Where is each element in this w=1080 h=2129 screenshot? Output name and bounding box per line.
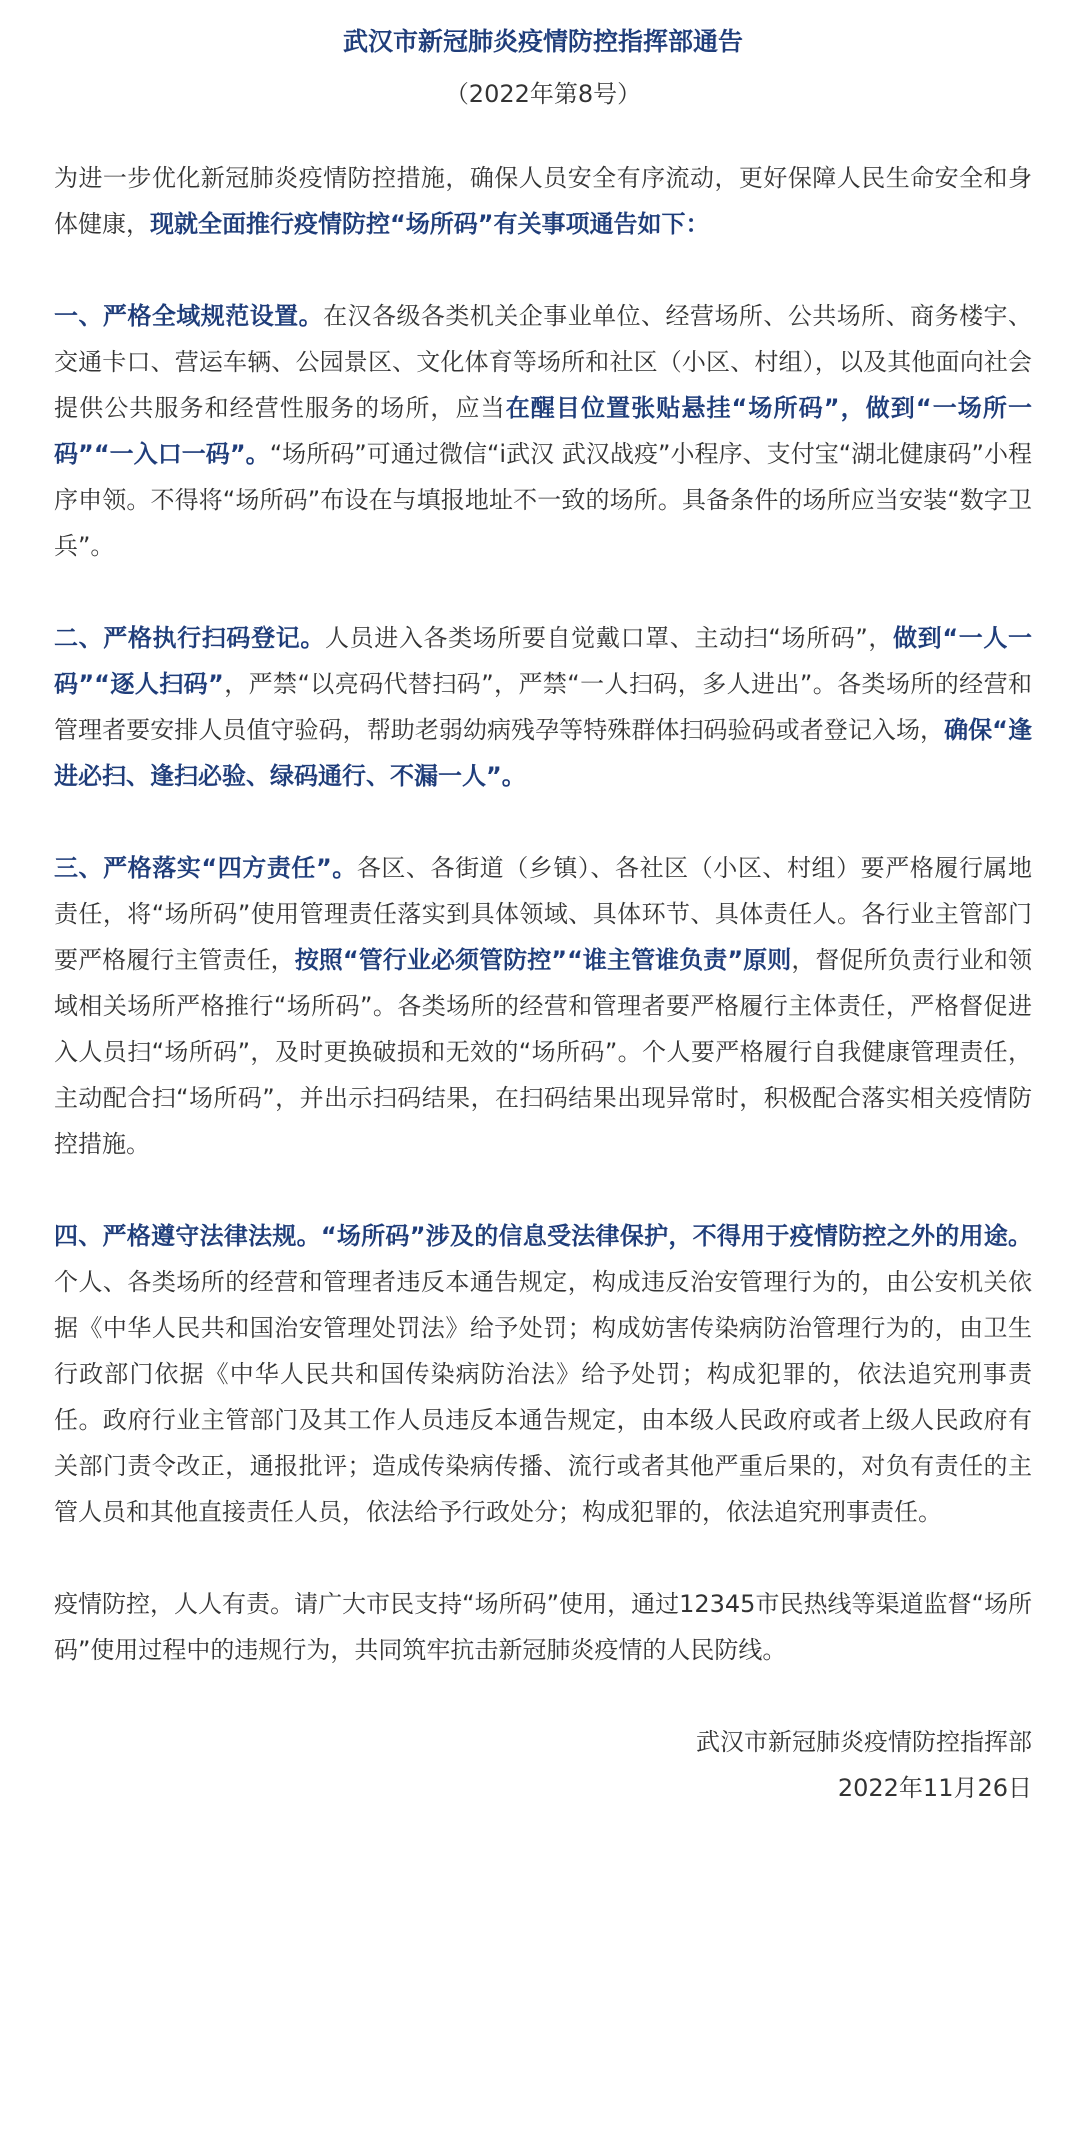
emphasis-text: 在醒目位置张贴悬挂“场所码”，做到“一场所一码”“一入口一码”。 <box>54 394 1032 468</box>
signature-date: 2022年11月26日 <box>837 1774 1032 1802</box>
section-4-paragraph <box>54 1213 1032 1535</box>
body-text: 为进一步优化新冠肺炎疫情防控措施，确保人员安全有序流动，更好保障人民生命安全和身体健康， <box>54 164 1032 238</box>
body-text: 个人、各类场所的经营和管理者违反本通告规定，构成违反治安管理行为的，由公安机关依据《中华人民共和国治安管理处罚法》给予处罚；构成妨害传染病防治管理行为的，由卫生行政部门依据《中华人民共和国传染病防治法》给予处罚；构成犯罪的，依法追究刑事责任。政府行业主管部门及其工作人员违反本通告规定，由本级人民政府或者上级人民政府有关部门责令改正，通报批评；造成传染病传播、流行或者其他严重后果的，对负有责任的主管人员和其他直接责任人员，依法给予行政处分；构成犯罪的，依法追究刑事责任。 <box>54 1268 1032 1526</box>
notice-title: 武汉市新冠肺炎疫情防控指挥部通告 <box>342 27 743 56</box>
emphasis-text: 三、严格落实“四方责任”。 <box>54 854 357 882</box>
emphasis-text: 二、严格执行扫码登记。 <box>54 624 325 652</box>
emphasis-text: 按照“管行业必须管防控”“谁主管谁负责”原则 <box>294 946 792 974</box>
section-3-paragraph <box>54 845 1032 1167</box>
section-1-paragraph <box>54 293 1032 569</box>
body-text: “场所码”可通过微信“i武汉 武汉战疫”小程序、支付宝“湖北健康码”小程序申领。不得将“场所码”布设在与填报地址不一致的场所。具备条件的场所应当安装“数字卫兵”。 <box>54 440 1032 560</box>
body-text: ，严禁“以亮码代替扫码”，严禁“一人扫码，多人进出”。各类场所的经营和管理者要安排人员值守验码，帮助老弱幼病残孕等特殊群体扫码验码或者登记入场， <box>54 670 1033 744</box>
body-text: 在汉各级各类机关企事业单位、经营场所、公共场所、商务楼宇、交通卡口、营运车辆、公园景区、文化体育等场所和社区（小区、村组），以及其他面向社会提供公共服务和经营性服务的场所，应当 <box>54 302 1032 422</box>
body-text: 疫情防控，人人有责。请广大市民支持“场所码”使用，通过12345市民热线等渠道监督“场所码”使用过程中的违规行为，共同筑牢抗击新冠肺炎疫情的人民防线。 <box>54 1590 1032 1664</box>
intro-paragraph <box>54 155 1032 247</box>
body-text: 各区、各街道（乡镇）、各社区（小区、村组）要严格履行属地责任，将“场所码”使用管理责任落实到具体领域、具体环节、具体责任人。各行业主管部门要严格履行主管责任， <box>54 854 1032 974</box>
emphasis-text: 一、严格全域规范设置。 <box>54 302 324 330</box>
emphasis-text: 确保“逢进必扫、逢扫必验、绿码通行、不漏一人”。 <box>54 716 1033 790</box>
section-2-paragraph <box>54 615 1032 799</box>
signature-org: 武汉市新冠肺炎疫情防控指挥部 <box>696 1728 1032 1756</box>
emphasis-text: 做到“一人一码”“逐人扫码” <box>54 624 1032 698</box>
emphasis-text: 现就全面推行疫情防控“场所码”有关事项通告如下： <box>150 210 710 238</box>
closing-paragraph <box>54 1581 1032 1673</box>
body-text: 人员进入各类场所要自觉戴口罩、主动扫“场所码”， <box>324 624 894 652</box>
body-text: ，督促所负责行业和领域相关场所严格推行“场所码”。各类场所的经营和管理者要严格履行主体责任，严格督促进入人员扫“场所码”，及时更换破损和无效的“场所码”。个人要严格履行自我健康管理责任，主动配合扫“场所码”，并出示扫码结果，在扫码结果出现异常时，积极配合落实相关疫情防控措施。 <box>54 946 1033 1158</box>
emphasis-text: 四、严格遵守法律法规。“场所码”涉及的信息受法律保护，不得用于疫情防控之外的用途。 <box>54 1222 1032 1250</box>
document-number: （2022年第8号） <box>444 80 642 108</box>
